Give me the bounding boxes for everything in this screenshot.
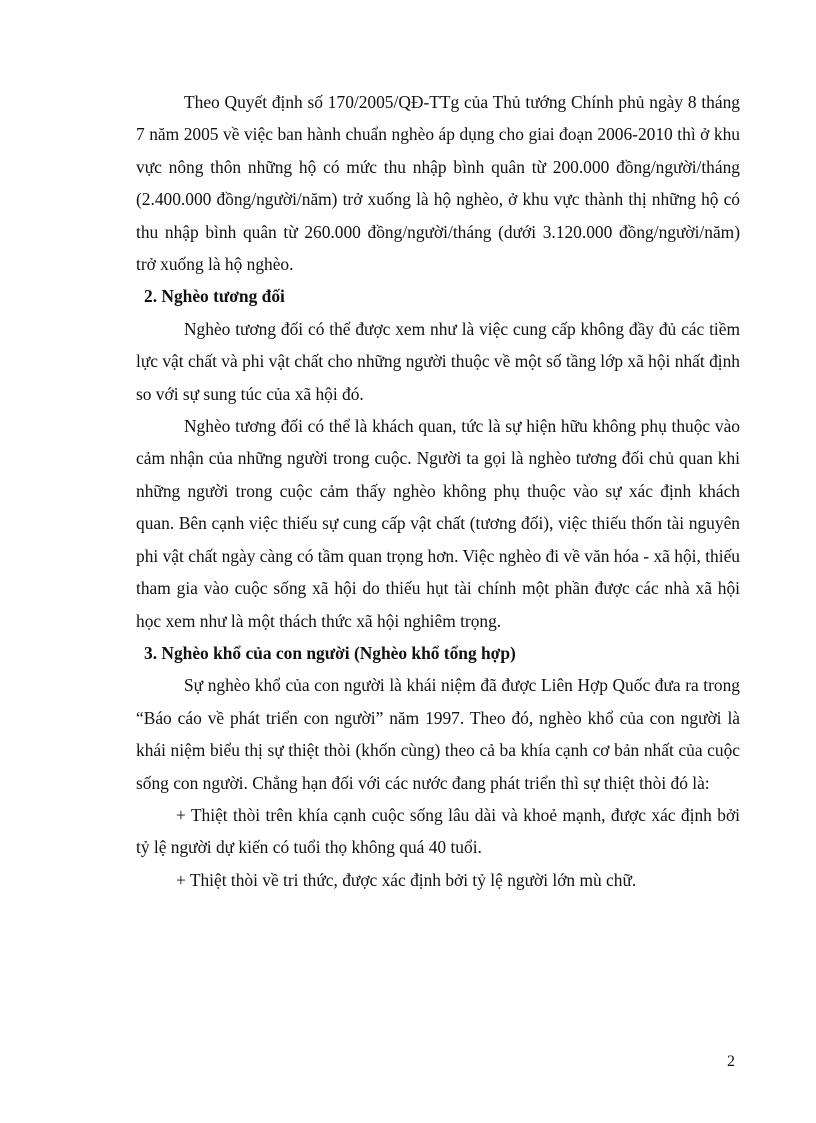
paragraph-poverty-standard: Theo Quyết định số 170/2005/QĐ-TTg của Thủ tướng Chính phủ ngày 8 tháng 7 năm 2005 về việc ban hành chuẩn nghèo áp dụng cho giai đoạn 2006-2010 thì ở khu vực nông thôn những hộ có mức thu nhập bình quân từ 200.000 đồng/người/tháng (2.400.000 đồng/người/năm) trở xuống là hộ nghèo, ở khu vực thành thị những hộ có thu nhập bình quân từ 260.000 đồng/người/tháng (dưới 3.120.000 đồng/người/năm) trở xuống là hộ nghèo.	[136, 92, 740, 275]
paragraph-relative-poverty-definition: Nghèo tương đối có thể được xem như là việc cung cấp không đầy đủ các tiềm lực vật chất và phi vật chất cho những người thuộc về một số tầng lớp xã hội nhất định so với sự sung túc của xã hội đó.	[136, 318, 740, 404]
list-item-knowledge: + Thiệt thòi về tri thức, được xác định bởi tỷ lệ người lớn mù chữ.	[176, 869, 637, 890]
list-item-longevity: + Thiệt thòi trên khía cạnh cuộc sống lâu dài và khoẻ mạnh, được xác định bởi tỷ lệ người dự kiến có tuổi thọ không quá 40 tuổi.	[136, 804, 740, 858]
heading-human-poverty: 3. Nghèo khổ của con người (Nghèo khổ tổng hợp)	[144, 642, 516, 663]
paragraph-human-poverty: Sự nghèo khổ của con người là khái niệm đã được Liên Hợp Quốc đưa ra trong “Báo cáo về phát triển con người” năm 1997. Theo đó, nghèo khổ của con người là khái niệm biểu thị sự thiệt thòi (khốn cùng) theo cả ba khía cạnh cơ bản nhất của cuộc sống con người. Chẳng hạn đối với các nước đang phát triển thì sự thiệt thòi đó là:	[136, 675, 740, 793]
heading-relative-poverty: 2. Nghèo tương đối	[144, 286, 285, 307]
page-number: 2	[727, 1053, 735, 1070]
document-page	[136, 86, 740, 896]
paragraph-relative-poverty-objective: Nghèo tương đối có thể là khách quan, tức là sự hiện hữu không phụ thuộc vào cảm nhận của những người trong cuộc. Người ta gọi là nghèo tương đối chủ quan khi những người trong cuộc cảm thấy nghèo không phụ thuộc vào sự xác định khách quan. Bên cạnh việc thiếu sự cung cấp vật chất (tương đối), việc thiếu thốn tài nguyên phi vật chất ngày càng có tầm quan trọng hơn. Việc nghèo đi về văn hóa - xã hội, thiếu tham gia vào cuộc sống xã hội do thiếu hụt tài chính một phần được các nhà xã hội học xem như là một thách thức xã hội nghiêm trọng.	[136, 416, 740, 631]
